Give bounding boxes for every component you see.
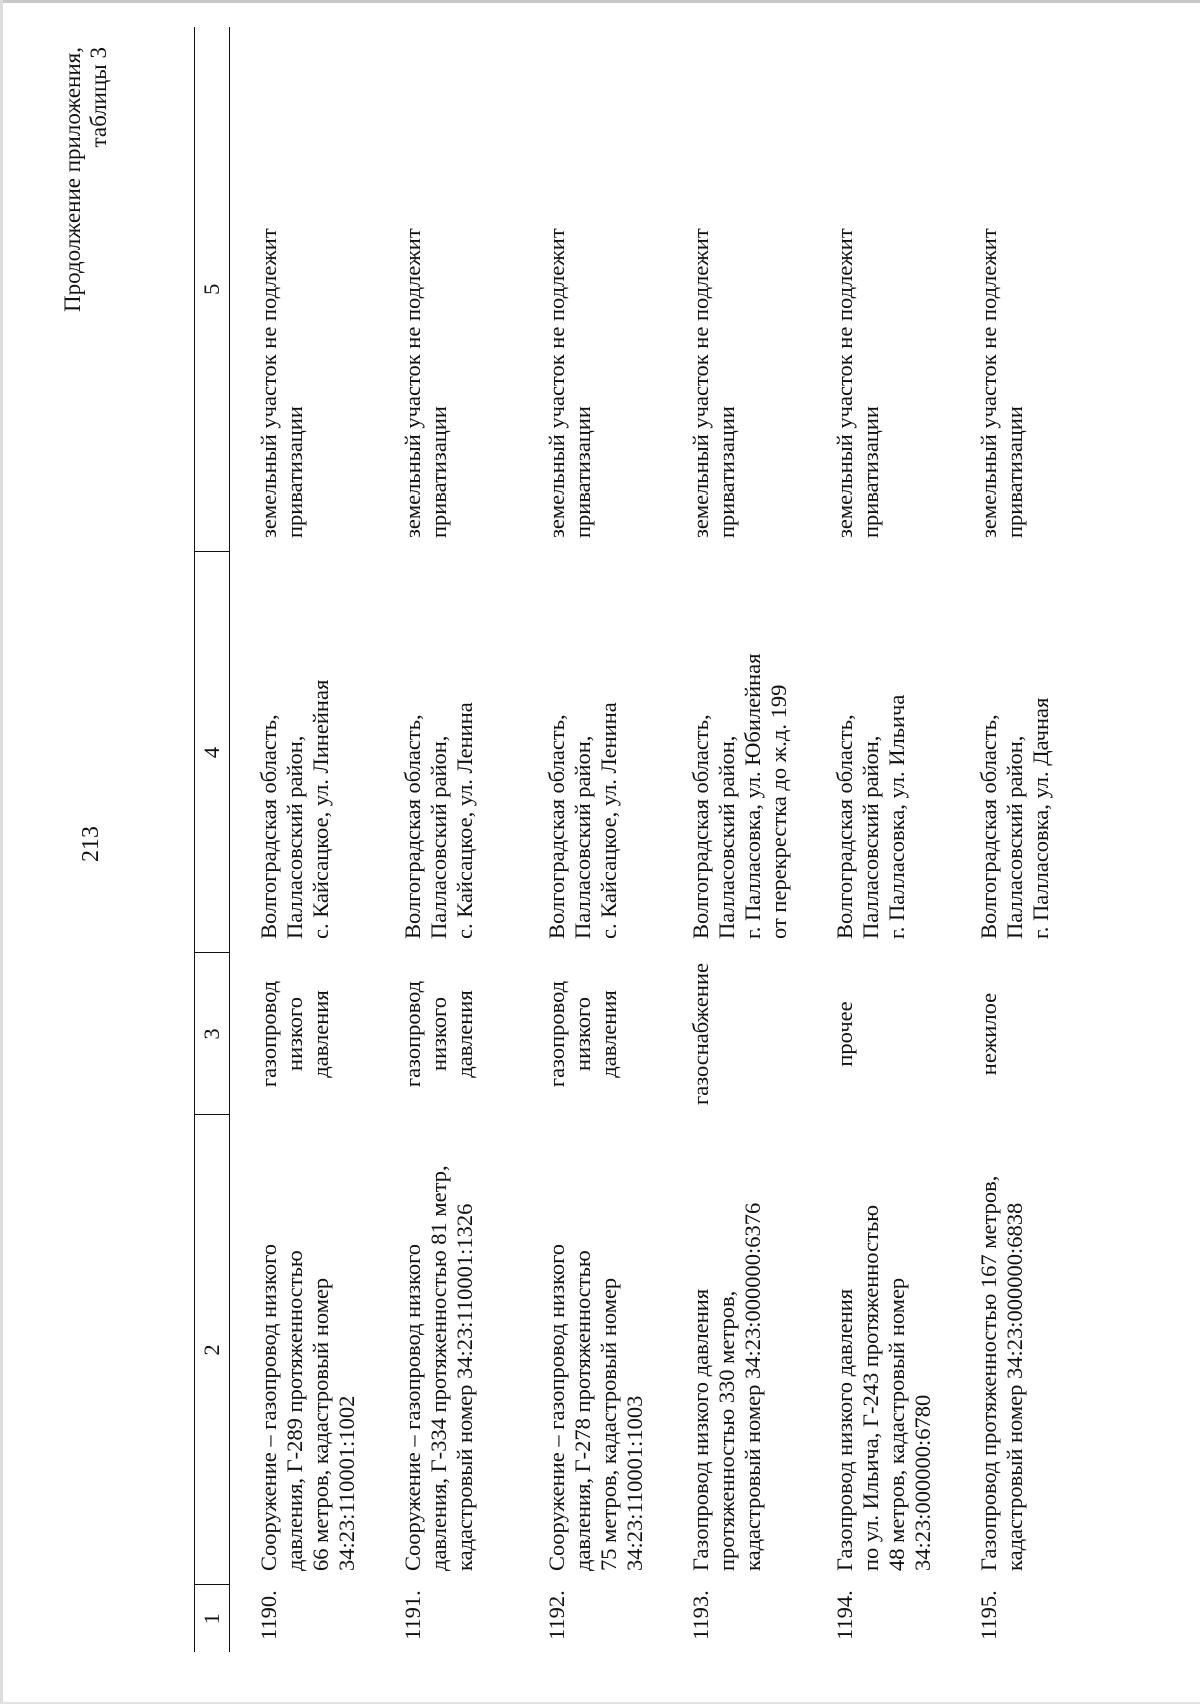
address-line: Волгоградская область, <box>400 714 425 939</box>
object-name-line: Сооружение – газопровод низкого <box>400 1243 425 1571</box>
continuation-line-1: Продолжение приложения, <box>60 47 85 312</box>
address-cell <box>373 552 517 953</box>
object-type-line: давления <box>452 990 477 1078</box>
object-type-cell <box>230 953 374 1115</box>
object-type-cell <box>517 953 661 1115</box>
column-header-3: 3 <box>195 953 230 1115</box>
address-line: с. Кайсацкое, ул. Линейная <box>308 679 333 939</box>
note-line: земельный участок не подлежит <box>832 228 857 538</box>
note-cell <box>661 27 805 552</box>
note-line: приватизации <box>714 406 739 538</box>
table-header-row <box>195 27 230 1652</box>
note-line: приватизации <box>282 406 307 538</box>
address-line: Волгоградская область, <box>832 714 857 939</box>
object-type-line: газоснабжение <box>688 963 713 1105</box>
row-number: 1194. <box>832 1590 857 1640</box>
address-line: с. Кайсацкое, ул. Ленина <box>452 702 477 939</box>
object-name-cell <box>373 1115 517 1585</box>
object-type-cell <box>373 953 517 1115</box>
address-line: Волгоградская область, <box>256 714 281 939</box>
address-line: Палласовский район, <box>1002 735 1027 939</box>
page-number: 213 <box>78 826 104 862</box>
row-number: 1191. <box>400 1590 425 1640</box>
address-line: Палласовский район, <box>858 735 883 939</box>
note-line: земельный участок не подлежит <box>400 228 425 538</box>
note-line: земельный участок не подлежит <box>544 228 569 538</box>
address-line: Палласовский район, <box>570 735 595 939</box>
object-name-line: 34:23:000000:6780 <box>910 1394 935 1571</box>
address-line: Палласовский район, <box>714 735 739 939</box>
object-name-line: протяженностью 330 метров, <box>714 1290 739 1571</box>
table-row <box>661 27 805 1652</box>
note-cell <box>949 27 1093 552</box>
address-line: с. Кайсацкое, ул. Ленина <box>596 702 621 939</box>
note-line: приватизации <box>570 406 595 538</box>
address-line: Волгоградская область, <box>688 714 713 939</box>
table-row <box>230 27 374 1652</box>
object-type-line: газопровод низкого <box>256 980 307 1088</box>
address-cell <box>517 552 661 953</box>
object-name-line: кадастровый номер 34:23:000000:6838 <box>1002 1202 1027 1571</box>
object-name-cell <box>230 1115 374 1585</box>
continuation-note <box>60 47 112 447</box>
table-row <box>373 27 517 1652</box>
object-type-cell <box>805 953 949 1115</box>
address-line: г. Палласовка, ул. Дачная <box>1028 697 1053 939</box>
object-type-line: прочее <box>832 1001 857 1067</box>
address-line: Волгоградская область, <box>544 714 569 939</box>
column-header-1: 1 <box>195 1585 230 1652</box>
property-table <box>194 27 1093 1652</box>
object-type-cell <box>949 953 1093 1115</box>
object-name-cell <box>949 1115 1093 1585</box>
note-line: приватизации <box>426 406 451 538</box>
object-name-line: Сооружение – газопровод низкого <box>256 1243 281 1571</box>
note-cell <box>373 27 517 552</box>
object-type-line: давления <box>596 990 621 1078</box>
note-line: приватизации <box>1002 406 1027 538</box>
note-line: земельный участок не подлежит <box>976 228 1001 538</box>
note-line: земельный участок не подлежит <box>256 228 281 538</box>
note-line: земельный участок не подлежит <box>688 228 713 538</box>
address-cell <box>805 552 949 953</box>
address-line: Палласовский район, <box>426 735 451 939</box>
object-type-cell <box>661 953 805 1115</box>
address-line: от перекрестка до ж.д. 199 <box>766 684 791 939</box>
object-type-line: давления <box>308 990 333 1078</box>
address-cell <box>661 552 805 953</box>
note-cell <box>517 27 661 552</box>
address-line: Палласовский район, <box>282 735 307 939</box>
note-cell <box>805 27 949 552</box>
object-name-line: Газопровод низкого давления <box>832 1288 857 1571</box>
object-name-line: кадастровый номер 34:23:000000:6376 <box>740 1202 765 1571</box>
continuation-line-2: таблицы 3 <box>86 47 111 148</box>
object-name-line: 66 метров, кадастровый номер <box>308 1277 333 1571</box>
object-name-cell <box>661 1115 805 1585</box>
object-name-line: по ул. Ильича, Г-243 протяженностью <box>858 1204 883 1571</box>
object-name-cell <box>517 1115 661 1585</box>
address-line: Волгоградская область, <box>976 714 1001 939</box>
object-name-line: 34:23:110001:1002 <box>334 1395 359 1571</box>
table-row <box>517 27 661 1652</box>
address-cell <box>230 552 374 953</box>
object-name-line: давления, Г-289 протяженностью <box>282 1250 307 1571</box>
column-header-4: 4 <box>195 552 230 953</box>
object-type-line: газопровод низкого <box>400 980 451 1088</box>
object-name-line: 34:23:110001:1003 <box>622 1395 647 1571</box>
object-name-line: Сооружение – газопровод низкого <box>544 1243 569 1571</box>
object-name-cell <box>805 1115 949 1585</box>
table-row <box>949 27 1093 1652</box>
table-row <box>805 27 949 1652</box>
object-name-line: кадастровый номер 34:23:110001:1326 <box>452 1203 477 1571</box>
object-name-line: Газопровод протяженностью 167 метров, <box>976 1175 1001 1571</box>
object-type-line: нежилое <box>976 992 1001 1076</box>
address-line: г. Палласовка, ул. Юбилейная <box>740 653 765 939</box>
object-type-line: газопровод низкого <box>544 980 595 1088</box>
object-name-line: 75 метров, кадастровый номер <box>596 1277 621 1571</box>
note-cell <box>230 27 374 552</box>
column-header-5: 5 <box>195 27 230 552</box>
object-name-line: Газопровод низкого давления <box>688 1288 713 1571</box>
column-header-2: 2 <box>195 1115 230 1585</box>
object-name-line: давления, Г-278 протяженностью <box>570 1250 595 1571</box>
row-number: 1193. <box>688 1590 713 1640</box>
row-number: 1195. <box>976 1590 1001 1640</box>
row-number: 1190. <box>256 1590 281 1640</box>
object-name-line: 48 метров, кадастровый номер <box>884 1277 909 1571</box>
note-line: приватизации <box>858 406 883 538</box>
row-number: 1192. <box>544 1590 569 1640</box>
address-line: г. Палласовка, ул. Ильича <box>884 694 909 939</box>
object-name-line: давления, Г-334 протяженностью 81 метр, <box>426 1165 451 1571</box>
address-cell <box>949 552 1093 953</box>
table-body <box>230 27 1094 1652</box>
